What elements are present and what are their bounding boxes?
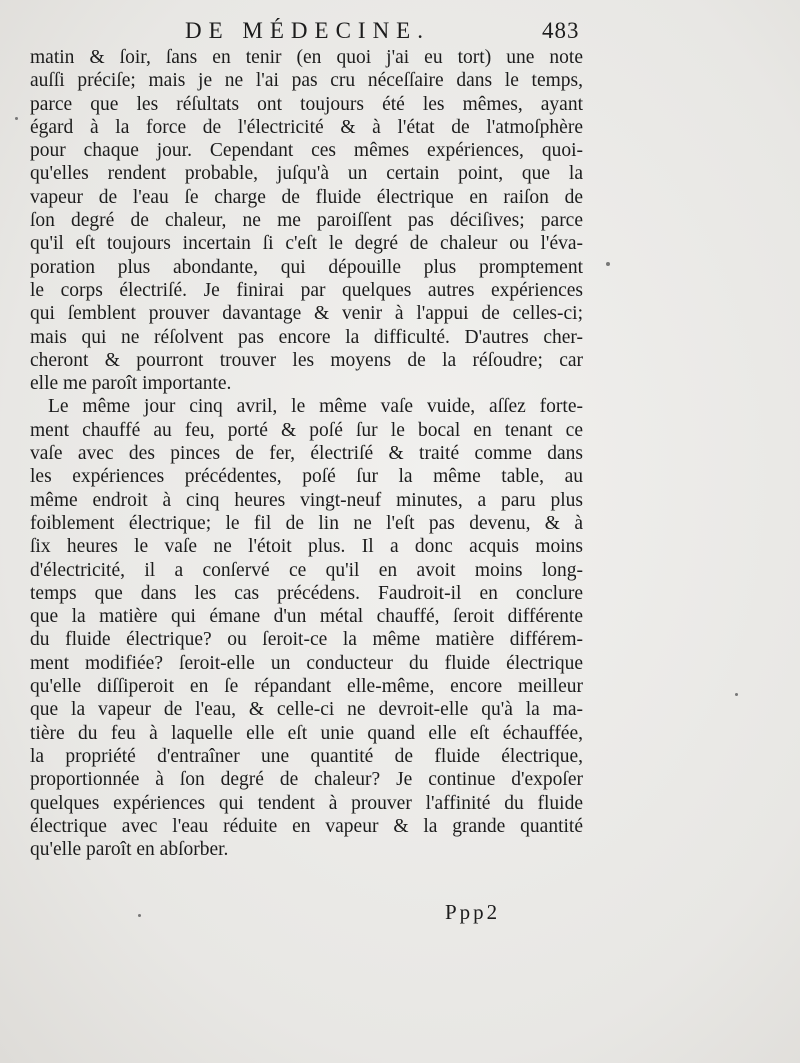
text-line: temps que dans les cas précédens. Faudroit-il en conclure (30, 582, 583, 604)
text-line: vapeur de l'eau ſe charge de fluide électrique en raiſon de (30, 186, 583, 208)
text-line: ſix heures le vaſe ne l'étoit plus. Il a donc acquis moins (30, 536, 583, 558)
text-line: proportionnée à ſon degré de chaleur? Je continue d'expoſer (30, 769, 583, 791)
text-line: ment modifiée? ſeroit-elle un conducteur du fluide électrique (30, 652, 583, 674)
text-line: Le même jour cinq avril, le même vaſe vuide, aſſez forte- (48, 396, 583, 418)
text-line: les expériences précédentes, poſé ſur la même table, au (30, 466, 583, 488)
paper-speck (606, 262, 610, 266)
text-line: même endroit à cinq heures vingt-neuf minutes, a paru plus (30, 489, 583, 511)
paper-speck (735, 693, 738, 696)
text-line: électrique avec l'eau réduite en vapeur & la grande quantité (30, 815, 583, 837)
text-line: mais qui ne réſolvent pas encore la difficulté. D'autres cher- (30, 326, 583, 348)
text-line: qu'elle diſſiperoit en ſe répandant elle-même, encore meilleur (30, 676, 583, 698)
paper-speck (138, 914, 141, 917)
text-line: ment chauffé au feu, porté & poſé ſur le bocal en tenant ce (30, 419, 583, 441)
text-line: du fluide électrique? ou ſeroit-ce la même matière différem- (30, 629, 583, 651)
text-line: poration plus abondante, qui dépouille plus promptement (30, 256, 583, 278)
text-line: égard à la force de l'électricité & à l'état de l'atmoſphère (30, 116, 583, 138)
signature-mark: Ppp2 (445, 900, 501, 924)
text-line: que la vapeur de l'eau, & celle-ci ne devroit-elle qu'à la ma- (30, 699, 583, 721)
text-line: foiblement électrique; le fil de lin ne l'eſt pas devenu, & à (30, 512, 583, 534)
text-line: le corps électriſé. Je finirai par quelques autres expériences (30, 279, 583, 301)
text-line: que la matière qui émane d'un métal chauffé, ſeroit différente (30, 606, 583, 628)
text-line: tière du feu à laquelle elle eſt unie quand elle eſt échauffée, (30, 722, 583, 744)
text-line: elle me paroît importante. (30, 373, 232, 395)
text-line: la propriété d'entraîner une quantité de fluide électrique, (30, 745, 583, 767)
page-number: 483 (542, 18, 580, 43)
running-header-title: DE MÉDECINE. (185, 18, 430, 43)
text-line: qu'elles rendent probable, juſqu'à un certain point, que la (30, 163, 583, 185)
body-text (30, 46, 583, 861)
text-line: d'électricité, il a conſervé ce qu'il en avoit moins long- (30, 559, 583, 581)
text-line: vaſe avec des pinces de fer, électriſé & traité comme dans (30, 443, 583, 465)
text-line: parce que les réſultats ont toujours été les mêmes, ayant (30, 93, 583, 115)
text-line: pour chaque jour. Cependant ces mêmes expériences, quoi- (30, 140, 583, 162)
text-line: matin & ſoir, ſans en tenir (en quoi j'ai eu tort) une note (30, 47, 583, 68)
paper-speck (15, 117, 18, 120)
text-line: ſon degré de chaleur, ne me paroiſſent pas déciſives; parce (30, 210, 583, 232)
text-line: quelques expériences qui tendent à prouver l'affinité du fluide (30, 792, 583, 814)
text-line: qu'il eſt toujours incertain ſi c'eſt le degré de chaleur ou l'éva- (30, 233, 583, 255)
text-line: auſſi préciſe; mais je ne l'ai pas cru néceſſaire dans le temps, (30, 70, 583, 92)
text-line: qu'elle paroît en abſorber. (30, 839, 229, 861)
text-line: cheront & pourront trouver les moyens de la réſoudre; car (30, 349, 583, 371)
text-line: qui ſemblent prouver davantage & venir à l'appui de celles-ci; (30, 303, 583, 325)
